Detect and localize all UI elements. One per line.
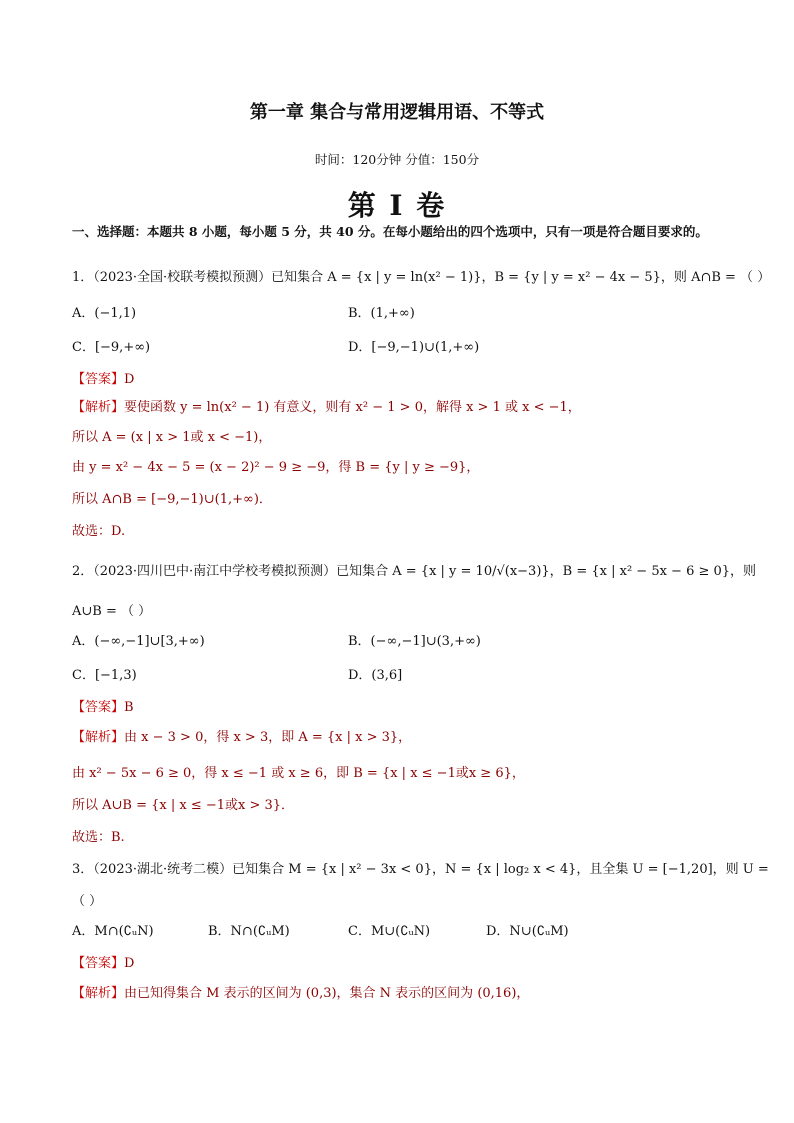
question-3-stem-cont: （ ） bbox=[72, 894, 103, 909]
question-1-stem: 1．（2023·全国·校联考模拟预测）已知集合 A = {x | y = ln(x² − 1)}，B = {y | y = x² − 4x − 5}，则 A∩B = （ ） bbox=[72, 270, 771, 285]
answer-value: B bbox=[124, 700, 134, 715]
page-title: 第一章 集合与常用逻辑用语、不等式 bbox=[249, 102, 545, 123]
q2-option-d: D．(3,6] bbox=[348, 668, 403, 683]
q1-answer bbox=[72, 368, 134, 387]
answer-value: D bbox=[124, 956, 135, 971]
q2-option-a: A．(−∞,−1]∪[3,+∞) bbox=[72, 634, 205, 649]
q3-option-a: A．M∩(∁ᵤN) bbox=[72, 924, 154, 939]
q2-analysis-line-2: 由 x² − 5x − 6 ≥ 0，得 x ≤ −1 或 x ≥ 6，即 B = {x | x ≤ −1或x ≥ 6}， bbox=[72, 766, 525, 781]
q1-option-c: C．[−9,+∞) bbox=[72, 340, 151, 355]
q2-analysis-line-3: 所以 A∪B = {x | x ≤ −1或x > 3}． bbox=[72, 798, 295, 813]
q2-analysis-line-1 bbox=[72, 726, 411, 745]
q1-analysis-line-1 bbox=[72, 396, 581, 415]
q3-option-c: C．M∪(∁ᵤN) bbox=[348, 924, 431, 939]
q3-analysis-line-1 bbox=[72, 982, 529, 1001]
section-instructions: 一、选择题：本题共 8 小题，每小题 5 分，共 40 分。在每小题给出的四个选项中，只有一项是符合题目要求的。 bbox=[72, 224, 708, 239]
q1-option-b: B．(1,+∞) bbox=[348, 306, 415, 321]
exam-meta: 时间：120分钟 分值：150分 bbox=[314, 152, 480, 167]
analysis-label: 【解析】 bbox=[72, 986, 125, 1001]
analysis-label: 【解析】 bbox=[72, 400, 125, 415]
analysis-text: 由 x − 3 > 0，得 x > 3，即 A = {x | x > 3}， bbox=[124, 730, 412, 745]
q2-analysis-line-4: 故选：B. bbox=[72, 830, 125, 845]
question-2-stem: 2．（2023·四川巴中·南江中学校考模拟预测）已知集合 A = {x | y = 10/√(x−3)}，B = {x | x² − 5x − 6 ≥ 0}，则 bbox=[72, 564, 757, 579]
q2-option-b: B．(−∞,−1]∪(3,+∞) bbox=[348, 634, 481, 649]
answer-label: 【答案】 bbox=[72, 372, 125, 387]
q3-option-b: B．N∩(∁ᵤM) bbox=[208, 924, 290, 939]
question-2-stem-cont: A∪B = （ ） bbox=[72, 604, 152, 619]
analysis-label: 【解析】 bbox=[72, 730, 125, 745]
analysis-text: 要使函数 y = ln(x² − 1) 有意义，则有 x² − 1 > 0，解得 x > 1 或 x < −1， bbox=[124, 400, 581, 415]
q1-option-a: A．(−1,1) bbox=[72, 306, 137, 321]
q1-analysis-line-2: 所以 A = (x | x > 1或 x < −1)， bbox=[72, 430, 272, 445]
q3-answer bbox=[72, 952, 134, 971]
answer-label: 【答案】 bbox=[72, 956, 125, 971]
q1-analysis-line-3: 由 y = x² − 4x − 5 = (x − 2)² − 9 ≥ −9，得 B = {y | y ≥ −9}， bbox=[72, 460, 480, 475]
q1-analysis-line-5: 故选：D. bbox=[72, 524, 126, 539]
question-3-stem: 3．（2023·湖北·统考二模）已知集合 M = {x | x² − 3x < 0}，N = {x | log₂ x < 4}，且全集 U = [−1,20]，则 U = bbox=[72, 862, 769, 877]
q1-option-d: D．[−9,−1)∪(1,+∞) bbox=[348, 340, 480, 355]
answer-label: 【答案】 bbox=[72, 700, 125, 715]
volume-heading: 第 I 卷 bbox=[347, 189, 447, 222]
answer-value: D bbox=[124, 372, 135, 387]
q2-answer bbox=[72, 696, 134, 715]
q3-option-d: D．N∪(∁ᵤM) bbox=[486, 924, 569, 939]
q1-analysis-line-4: 所以 A∩B = [−9,−1)∪(1,+∞)． bbox=[72, 492, 272, 507]
analysis-text: 由已知得集合 M 表示的区间为 (0,3)，集合 N 表示的区间为 (0,16)， bbox=[124, 986, 530, 1001]
q2-option-c: C．[−1,3) bbox=[72, 668, 137, 683]
